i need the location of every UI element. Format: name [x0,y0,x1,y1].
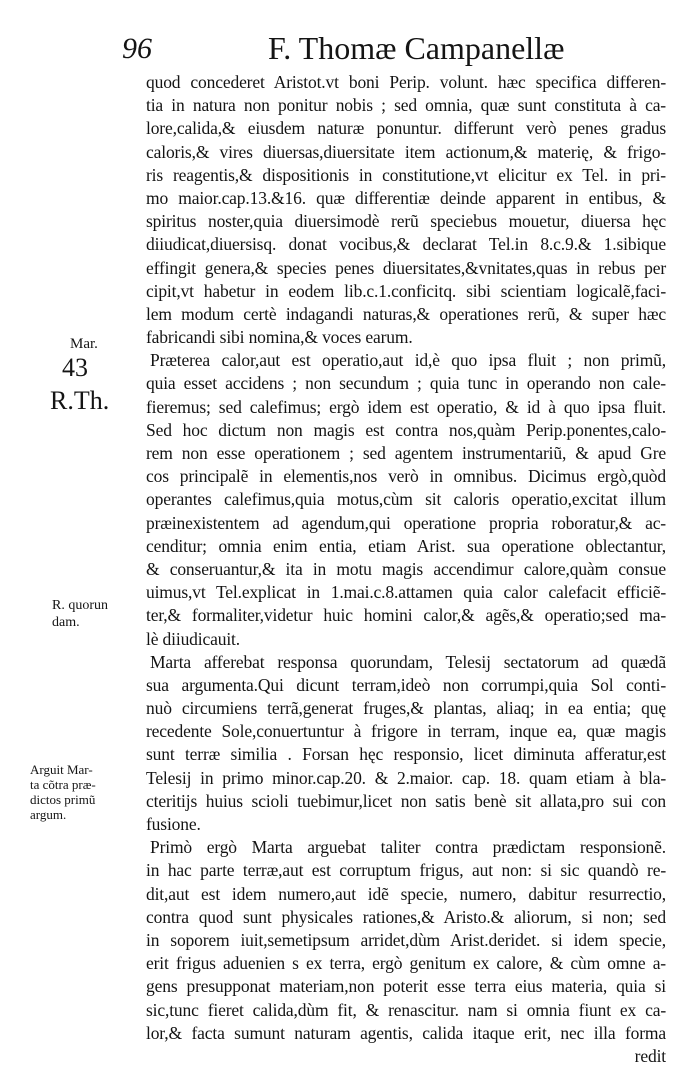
text-line: gens presupponat materiam,non poterit esse terra eius materia, quia si [146,976,666,997]
text-line: cipit,vt habetur in eodem lib.c.1.conficitq. sibi scientiam logicalẽ,faci- [146,280,666,301]
margin-note-line: dam. [52,615,80,630]
text-line: præinexistentem ad agendum,qui operatione propria roboratur,& ac- [146,512,666,533]
text-line: dit,aut est idem numero,aut idẽ specie, numero, dabitur resurrectio, [146,883,666,904]
text-line: Primò ergò Marta arguebat taliter contra prædictam responsionẽ. [150,837,666,858]
text-line: cos principalẽ in elementis,nos verò in omnibus. Dicimus ergò,quòd [146,466,666,487]
running-title: F. Thomæ Campanellæ [268,30,565,66]
text-line: caloris,& vires diuersas,diuersitate item actionum,& materię, & frigo- [146,141,666,162]
text-line: & conseruantur,& ita in motu magis accendimur calore,quàm consue [146,558,666,579]
text-line: effingit genera,& species penes diuersitates,&vnitates,quas in rebus per [146,257,666,278]
text-line: operantes calefimus,quia motus,cùm sit caloris operatio,excitat illum [146,489,666,510]
text-line: Telesij in primo minor.cap.20. & 2.maior. cap. 18. quam etiam à bla- [146,767,666,788]
text-line: Marta afferebat responsa quorundam, Telesij sectatorum ad quædã [150,651,666,672]
text-line: ris reagentis,& dispositionis in constitutione,vt elicitur ex Tel. in pri- [146,164,666,185]
text-line: sunt terræ similia . Forsan hęc responsio, licet diminuta afferatur,est [146,744,666,765]
text-line: contra quod sunt physicales rationes,& Aristo.& aliorum, si non; sed [146,906,666,927]
text-line: fusione. [146,814,201,834]
text-line: Sed hoc dictum non magis est contra nos,quàm Perip.ponentes,calo- [146,419,666,440]
text-line: lem modum certè indagandi naturas,& operationes rerũ, & super hæc [146,303,666,324]
text-line: diiudicat,diuersisq. donat vocibus,& declarat Tel.in 8.c.9.& 1.sibique [146,234,666,255]
text-line: lè diiudicauit. [146,628,240,649]
text-line: fabricandi sibi nomina,& voces earum. [146,327,413,348]
text-line: quia esset accidens ; non secundum ; quia tunc in operando non cale- [146,373,666,394]
page-number: 96 [122,32,152,65]
body-text [146,71,666,1068]
text-line: in hac parte terræ,aut est corruptum frigus, aut non: si sic quandò re- [146,860,666,881]
margin-note-rth: R.Th. [50,386,110,415]
text-line: ter,& formaliter,videtur huic homini calor,& agẽs,& operatio;sed ma- [146,605,666,626]
text-line: mo maior.cap.13.&16. quæ differentiæ deinde apparent in entibus, & [146,187,666,208]
text-line: cteritijs huius scioli tuebimur,licet non satis benè sit allata,pro sui con [146,790,666,811]
text-line: lore,calida,& eiusdem naturæ ponuntur. differunt verò penes gradus [146,118,666,139]
text-line: erit frigus aduenien s ex terra, ergò genitum ex calore, & cùm omne a- [146,953,666,974]
text-line: quod concederet Aristot.vt boni Perip. volunt. hæc specifica differen- [146,72,666,92]
margin-note-line: ta cõtra præ- [30,777,96,792]
margin-note-line: dictos primũ [30,792,96,807]
text-line: sua argumenta.Qui dicunt terram,ideò non corrumpi,quia Sol conti- [146,674,666,695]
text-line: cenditur; omnia enim entia, etiam Arist. sua operatione oblectantur, [146,535,666,556]
margin-note-line: R. quorun [52,598,108,613]
margin-note-quorum [52,597,108,631]
text-line: tia in natura non ponitur nobis ; sed omnia, quæ sunt constituta à ca- [146,95,666,116]
text-line: fieremus; sed calefimus; ergò idem est operatio, & id à quo ipsa fluit. [146,396,666,417]
text-line: lor,& facta sumunt naturam agentis, calida itaque erit, nec illa forma [146,1022,666,1043]
text-line: rem non esse operationem ; sed agentem instrumentariũ, & apud Gre [146,443,666,463]
text-line: spiritus noster,quia diuersimodè rerũ speciebus mouetur, diuersa hęc [146,211,666,232]
margin-note-line: Arguit Mar- [30,762,93,777]
margin-note-arguit [30,762,96,822]
catchword: redit [634,1045,666,1066]
margin-note-line: argum. [30,807,67,822]
page-header [0,30,700,70]
text-line: Præterea calor,aut est operatio,aut id,è quo ipsa fluit ; non primũ, [150,350,666,371]
margin-note-number: 43 [62,353,88,382]
text-line: uimus,vt Tel.explicat in 1.mai.c.8.attamen quia calor calefacit efficiẽ- [146,582,666,603]
text-line: sic,tunc fieret calida,dùm fit, & renascitur. nam si omnia fiunt ex ca- [146,999,666,1020]
text-line: recedente Sole,conuertuntur à frigore in terram, inque ea, quæ magis [146,721,666,742]
text-line: in soporem iuit,semetipsum arridet,dùm Arist.deridet. si idem specie, [146,929,666,950]
text-line: nuò circumiens terrã,generat fruges,& plantas, aliaq; in ea entia; quę [146,698,666,719]
margin-note-mar: Mar. [70,336,98,352]
